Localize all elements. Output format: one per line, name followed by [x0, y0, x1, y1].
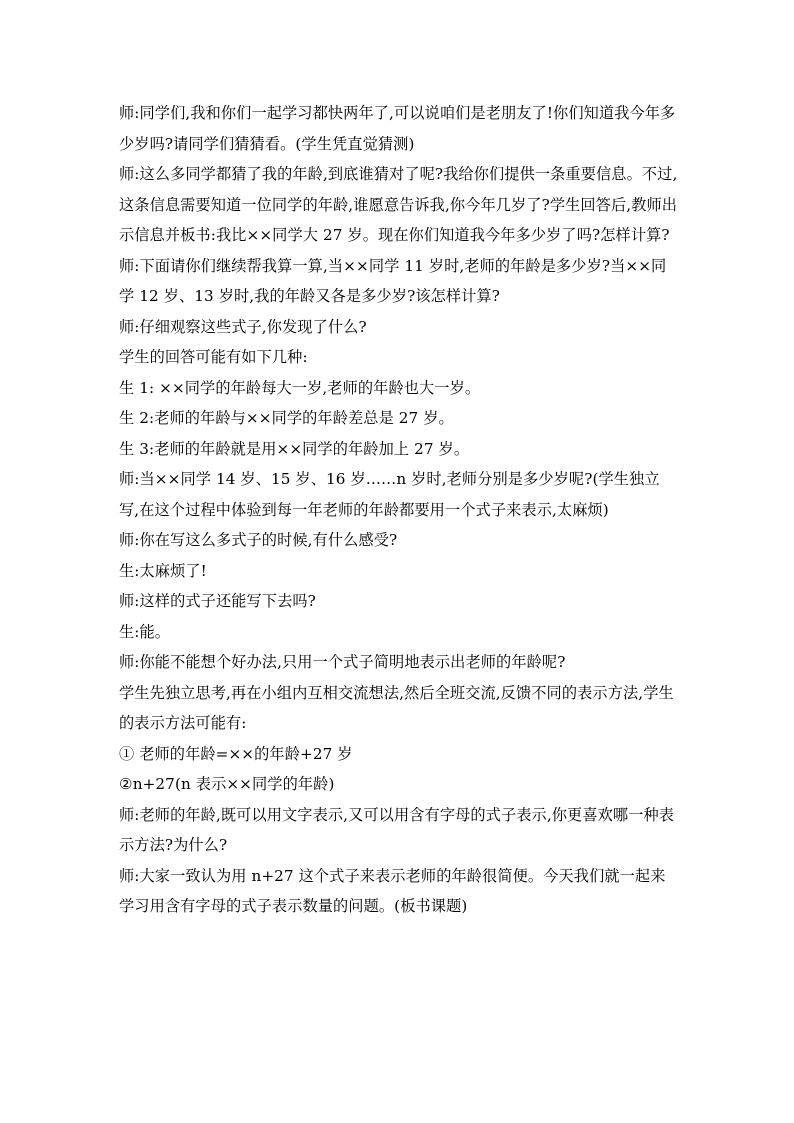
paragraph-2: 师:这么多同学都猜了我的年龄,到底谁猜对了呢?我给你们提供一条重要信息。不过,这条信息需要知道一位同学的年龄,谁愿意告诉我,你今年几岁了?学生回答后,教师出示信息并板书:我比××同学大 27 岁。现在你们知道我今年多少岁了吗?怎样计算?: [119, 165, 678, 244]
paragraph-10: 师:你在写这么多式子的时候,有什么感受?: [119, 531, 398, 549]
paragraph-6: 生 1: ××同学的年龄每大一岁,老师的年龄也大一岁。: [119, 378, 481, 397]
paragraph-16: ① 老师的年龄=××的年龄+27 岁: [119, 744, 353, 763]
paragraph-7: 生 2:老师的年龄与××同学的年龄差总是 27 岁。: [119, 409, 454, 427]
paragraph-5: 学生的回答可能有如下几种:: [119, 348, 308, 366]
paragraph-19: 师:大家一致认为用 n+27 这个式子来表示老师的年龄很简便。今天我们就一起来学习用含有字母的式子表示数量的问题。(板书课题): [119, 866, 666, 915]
paragraph-4: 师:仔细观察这些式子,你发现了什么?: [119, 317, 367, 336]
paragraph-12: 师:这样的式子还能写下去吗?: [119, 592, 316, 610]
paragraph-17: ②n+27(n 表示××同学的年龄): [119, 775, 335, 793]
paragraph-9: 师:当××同学 14 岁、15 岁、16 岁……n 岁时,老师分别是多少岁呢?(学生独立写,在这个过程中体验到每一年老师的年龄都要用一个式子来表示,太麻烦): [119, 470, 660, 519]
paragraph-3: 师:下面请你们继续帮我算一算,当××同学 11 岁时,老师的年龄是多少岁?当××同学 12 岁、13 岁时,我的年龄又各是多少岁?该怎样计算?: [119, 256, 667, 305]
paragraph-8: 生 3:老师的年龄就是用××同学的年龄加上 27 岁。: [119, 439, 470, 458]
paragraph-11: 生:太麻烦了!: [119, 561, 207, 580]
lesson-transcript: [119, 98, 679, 922]
paragraph-18: 师:老师的年龄,既可以用文字表示,又可以用含有字母的式子表示,你更喜欢哪一种表示方法?为什么?: [119, 805, 675, 854]
paragraph-15: 学生先独立思考,再在小组内互相交流想法,然后全班交流,反馈不同的表示方法,学生的表示方法可能有:: [119, 683, 674, 732]
paragraph-13: 生:能。: [119, 622, 171, 641]
paragraph-1: 师:同学们,我和你们一起学习都快两年了,可以说咱们是老朋友了!你们知道我今年多少岁吗?请同学们猜猜看。(学生凭直觉猜测): [119, 104, 676, 153]
paragraph-14: 师:你能不能想个好办法,只用一个式子简明地表示出老师的年龄呢?: [119, 653, 566, 671]
